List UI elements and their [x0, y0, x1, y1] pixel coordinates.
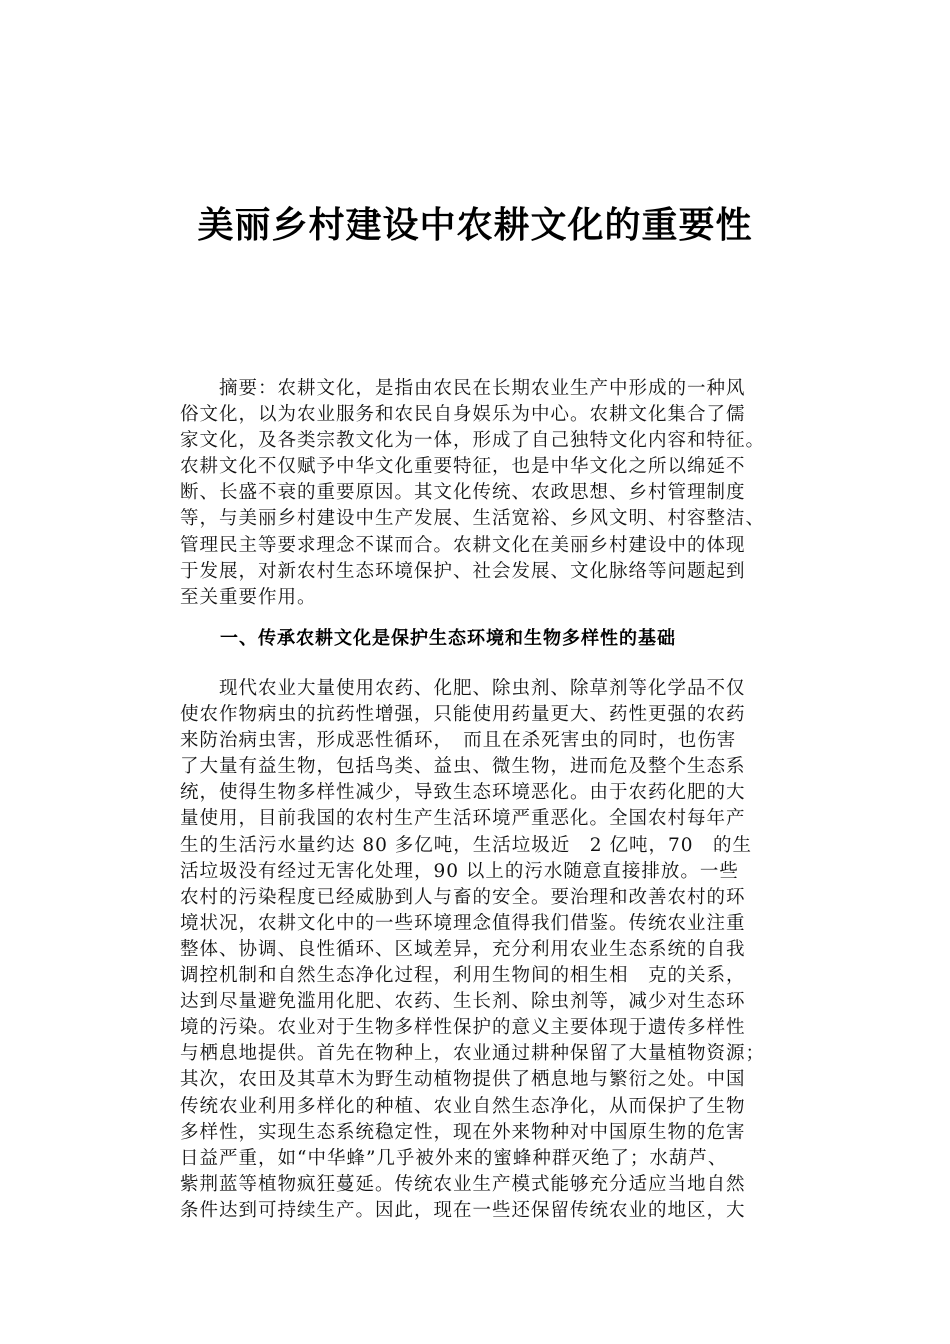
abstract-line: 摘要：农耕文化，是指由农民在长期农业生产中形成的一种风 — [180, 378, 746, 399]
abstract-line: 断、长盛不衰的重要原因。其文化传统、农政思想、乡村管理制度 — [180, 482, 746, 504]
abstract-line: 农耕文化不仅赋予中华文化重要特征，也是中华文化之所以绵延不 — [180, 456, 746, 478]
body-line: 日益严重，如“中华蜂”几乎被外来的蜜蜂种群灭绝了；水葫芦、 — [180, 1147, 728, 1169]
body-line: 紫荆蓝等植物疯狂蔓延。传统农业生产模式能够充分适应当地自然 — [180, 1173, 746, 1195]
body-line: 传统农业利用多样化的种植、农业自然生态净化，从而保护了生物 — [180, 1095, 746, 1117]
body-line: 统，使得生物多样性减少，导致生态环境恶化。由于农药化肥的大 — [180, 782, 746, 804]
body-line: 来防治病虫害，形成恶性循环， 而且在杀死害虫的同时，也伤害 — [180, 730, 737, 752]
body-line: 了大量有益生物，包括鸟类、益虫、微生物，进而危及整个生态系 — [180, 756, 746, 778]
abstract-paragraph — [180, 376, 775, 611]
body-line: 境状况，农耕文化中的一些环境理念值得我们借鉴。传统农业注重 — [180, 912, 746, 934]
body-line: 达到尽量避免滥用化肥、农药、生长剂、除虫剂等，减少对生态环 — [180, 991, 746, 1013]
abstract-line: 等，与美丽乡村建设中生产发展、生活宽裕、乡风文明、村容整洁、 — [180, 508, 766, 530]
body-line: 与栖息地提供。首先在物种上，农业通过耕种保留了大量植物资源； — [180, 1043, 766, 1065]
abstract-line: 家文化，及各类宗教文化为一体，形成了自己独特文化内容和特征。 — [180, 430, 766, 452]
body-line: 境的污染。农业对于生物多样性保护的意义主要体现于遗传多样性 — [180, 1017, 746, 1039]
body-paragraph — [180, 676, 775, 1224]
body-line: 农村的污染程度已经威胁到人与畜的安全。要治理和改善农村的环 — [180, 886, 746, 908]
body-line: 使农作物病虫的抗药性增强，只能使用药量更大、药性更强的农药 — [180, 704, 746, 726]
body-line: 活垃圾没有经过无害化处理，90 以上的污水随意直接排放。一些 — [180, 860, 739, 882]
abstract-line: 于发展，对新农村生态环境保护、社会发展、文化脉络等问题起到 — [180, 560, 746, 582]
section-heading: 一、传承农耕文化是保护生态环境和生物多样性的基础 — [220, 628, 676, 649]
abstract-line: 管理民主等要求理念不谋而合。农耕文化在美丽乡村建设中的体现 — [180, 534, 746, 556]
body-line: 其次，农田及其草木为野生动植物提供了栖息地与繁衍之处。中国 — [180, 1069, 746, 1091]
body-line: 多样性，实现生态系统稳定性，现在外来物种对中国原生物的危害 — [180, 1121, 746, 1143]
body-line: 整体、协调、良性循环、区域差异，充分利用农业生态系统的自我 — [180, 938, 746, 960]
abstract-line: 至关重要作用。 — [180, 586, 317, 608]
document-title: 美丽乡村建设中农耕文化的重要性 — [197, 205, 753, 246]
body-line: 生的生活污水量约达 80 多亿吨，生活垃圾近 2 亿吨，70 的生 — [180, 834, 752, 856]
abstract-line: 俗文化，以为农业服务和农民自身娱乐为中心。农耕文化集合了儒 — [180, 404, 746, 426]
body-line: 量使用，目前我国的农村生产生活环境严重恶化。全国农村每年产 — [180, 808, 746, 830]
body-line: 条件达到可持续生产。因此，现在一些还保留传统农业的地区，大 — [180, 1199, 746, 1221]
body-line: 现代农业大量使用农药、化肥、除虫剂、除草剂等化学品不仅 — [180, 678, 746, 699]
body-line: 调控机制和自然生态净化过程，利用生物间的相生相 克的关系， — [180, 965, 746, 987]
